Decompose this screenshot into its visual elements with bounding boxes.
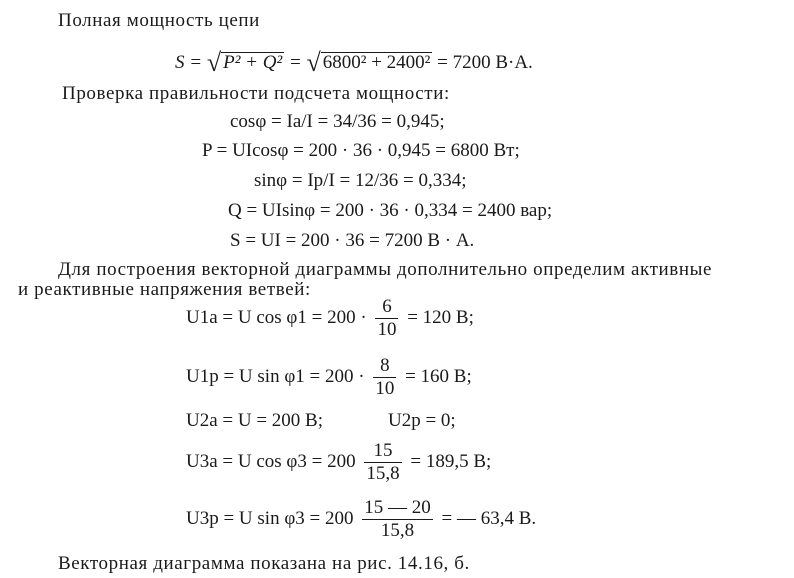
eq-lhs: S = bbox=[175, 52, 207, 73]
equation-total-power bbox=[175, 48, 533, 78]
eq-Q: Q = UIsinφ = 200 · 36 · 0,334 = 2400 вар; bbox=[228, 200, 553, 221]
eq-P: P = UIcosφ = 200 · 36 · 0,945 = 6800 Вт; bbox=[202, 140, 520, 161]
fraction-denominator: 10 bbox=[375, 378, 395, 399]
eq-u1a-lhs: U1a = U cos φ1 = 200 · bbox=[186, 306, 372, 328]
fraction-numerator: 15 — 20 bbox=[364, 497, 431, 518]
eq-u3a-lhs: U3a = U cos φ3 = 200 bbox=[186, 450, 361, 472]
paragraph-line-2: и реактивные напряжения ветвей: bbox=[18, 279, 311, 300]
fraction bbox=[364, 440, 401, 485]
eq-u3p-lhs: U3p = U sin φ3 = 200 bbox=[186, 507, 359, 529]
paragraph-line-1: Для построения векторной диаграммы дополнительно определим активные bbox=[58, 259, 712, 280]
eq-u3p-rhs: = — 63,4 В. bbox=[436, 507, 537, 529]
fraction bbox=[375, 296, 398, 341]
eq-u3a bbox=[186, 440, 491, 485]
fraction-denominator: 15,8 bbox=[366, 463, 400, 484]
fraction-denominator: 15,8 bbox=[380, 520, 415, 541]
heading-total-power: Полная мощность цепи bbox=[58, 10, 260, 31]
eq-u1p bbox=[186, 355, 472, 400]
eq-rhs: = 7200 В·А. bbox=[432, 52, 533, 73]
eq-u1a bbox=[186, 296, 474, 341]
eq-mid: = bbox=[284, 52, 307, 73]
fraction-numerator: 6 bbox=[382, 296, 392, 317]
heading-check: Проверка правильности подсчета мощности: bbox=[62, 83, 450, 104]
eq-u3a-rhs: = 189,5 В; bbox=[405, 450, 492, 472]
eq-sin: sinφ = Iр/I = 12/36 = 0,334; bbox=[254, 170, 467, 191]
sqrt-icon: √ bbox=[306, 48, 321, 77]
fraction-numerator: 8 bbox=[380, 355, 390, 376]
fraction bbox=[362, 497, 433, 542]
eq-u2a: U2a = U = 200 В; bbox=[186, 410, 324, 431]
footer-caption: Векторная диаграмма показана на рис. 14.16, б. bbox=[58, 553, 470, 574]
fraction-numerator: 15 bbox=[373, 440, 393, 461]
eq-u1p-rhs: = 160 В; bbox=[400, 365, 472, 387]
fraction-denominator: 10 bbox=[377, 319, 397, 340]
eq-u2p: U2p = 0; bbox=[388, 410, 456, 431]
eq-cos: cosφ = Iа/I = 34/36 = 0,945; bbox=[230, 111, 445, 132]
eq-u1a-rhs: = 120 В; bbox=[402, 306, 474, 328]
eq-u1p-lhs: U1p = U sin φ1 = 200 · bbox=[186, 365, 370, 387]
eq-radicand-2: 6800² + 2400² bbox=[322, 52, 431, 73]
eq-u3p bbox=[186, 497, 536, 542]
eq-radicand-1: P² + Q² bbox=[223, 52, 283, 73]
eq-S-check: S = UI = 200 · 36 = 7200 В · А. bbox=[230, 230, 475, 251]
fraction bbox=[373, 355, 396, 400]
sqrt-icon: √ bbox=[206, 48, 222, 77]
